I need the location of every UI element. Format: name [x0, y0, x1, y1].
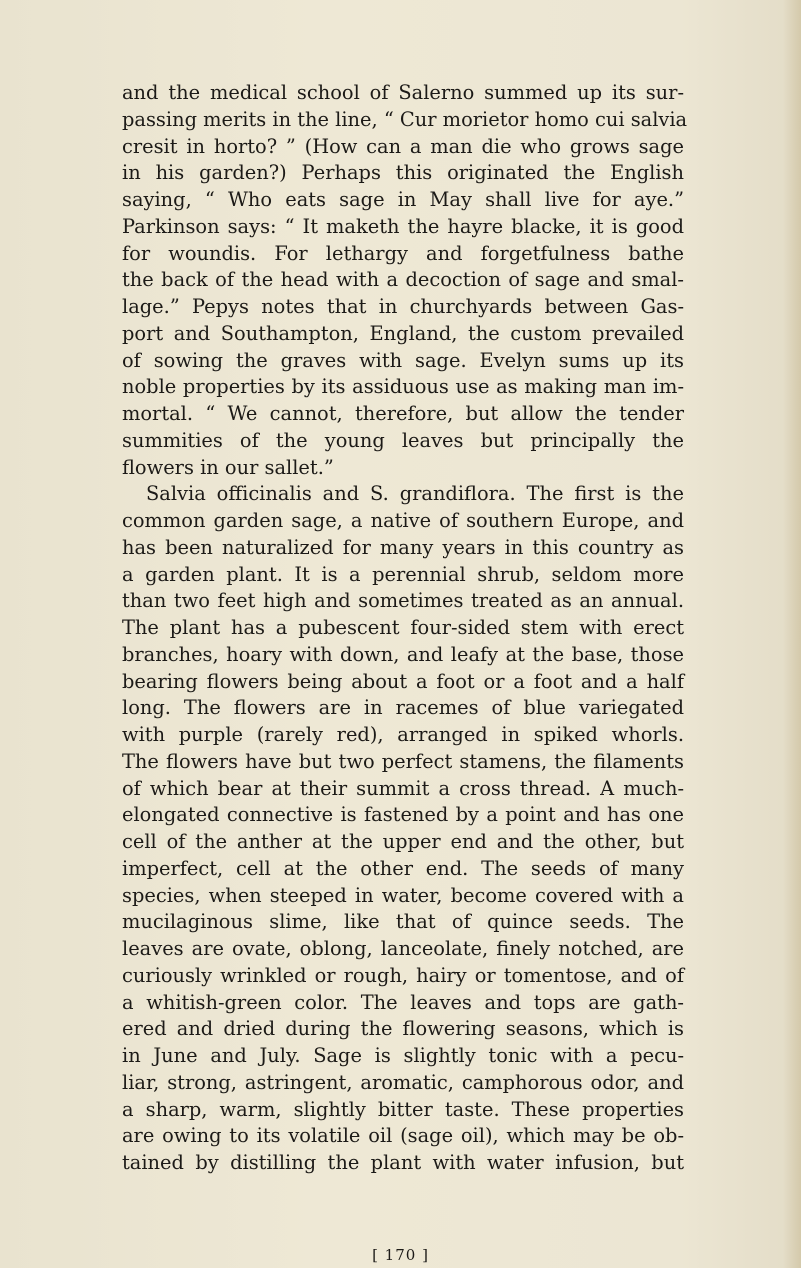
text-line: port and Southampton, England, the custom prevailed [122, 321, 684, 345]
text-line: are owing to its volatile oil (sage oil), which may be ob- [122, 1124, 684, 1148]
text-line: noble properties by its assiduous use as making man im- [122, 375, 684, 399]
text-line: elongated connective is fastened by a point and has one [122, 803, 684, 827]
text-line: with purple (rarely red), arranged in spiked whorls. [122, 723, 684, 746]
text-line: summities of the young leaves but principally the [122, 428, 684, 452]
text-line: in June and July. Sage is slightly tonic with a pecu- [122, 1044, 684, 1067]
text-line: long. The flowers are in racemes of blue variegated [122, 696, 684, 720]
text-line-indented: Salvia officinalis and S. grandiflora. The first is the [146, 482, 684, 506]
page-number: [ 170 ] [372, 1246, 429, 1264]
text-line: of sowing the graves with sage. Evelyn sums up its [122, 348, 684, 372]
text-line: flowers in our sallet.” [122, 455, 334, 479]
text-line: for woundis. For lethargy and forgetfulness bathe [122, 241, 684, 265]
text-line: imperfect, cell at the other end. The seeds of many [122, 856, 684, 880]
text-line: Parkinson says: “ It maketh the hayre blacke, it is good [122, 214, 684, 238]
body-text [122, 80, 688, 1177]
text-line: and the medical school of Salerno summed up its sur- [122, 81, 684, 104]
text-line: than two feet high and sometimes treated as an annual. [122, 589, 684, 613]
text-line: common garden sage, a native of southern Europe, and [122, 509, 684, 532]
text-line: The flowers have but two perfect stamens, the filaments [122, 749, 684, 773]
text-line: passing merits in the line, “ Cur morietor homo cui salvia [122, 107, 688, 131]
text-line: the back of the head with a decoction of sage and smal- [122, 268, 684, 292]
text-line: cresit in horto? ” (How can a man die who grows sage [122, 134, 684, 158]
text-line: species, when steeped in water, become covered with a [122, 883, 684, 907]
text-line: liar, strong, astringent, aromatic, camphorous odor, and [122, 1070, 684, 1094]
text-line: cell of the anther at the upper end and the other, but [122, 830, 684, 853]
text-line: tained by distilling the plant with water infusion, but [122, 1151, 684, 1174]
text-line: a garden plant. It is a perennial shrub, seldom more [122, 562, 684, 586]
text-line: ered and dried during the flowering seasons, which is [122, 1017, 684, 1041]
text-line: lage.” Pepys notes that in churchyards between Gas- [122, 295, 684, 318]
text-line: mucilaginous slime, like that of quince seeds. The [122, 910, 684, 934]
text-line: a sharp, warm, slightly bitter taste. These properties [122, 1097, 684, 1121]
page-edge-shadow [783, 0, 801, 1268]
text-line: leaves are ovate, oblong, lanceolate, finely notched, are [122, 937, 684, 960]
text-line: bearing flowers being about a foot or a foot and a half [122, 669, 684, 693]
text-line: of which bear at their summit a cross thread. A much- [122, 776, 684, 800]
text-line: mortal. “ We cannot, therefore, but allow the tender [122, 402, 684, 425]
text-line: The plant has a pubescent four-sided stem with erect [122, 616, 684, 639]
text-line: saying, “ Who eats sage in May shall live for aye.” [122, 188, 684, 211]
text-line: has been naturalized for many years in this country as [122, 535, 684, 559]
text-line: curiously wrinkled or rough, hairy or tomentose, and of [122, 963, 684, 987]
text-line: a whitish-green color. The leaves and tops are gath- [122, 990, 684, 1014]
text-line: in his garden?) Perhaps this originated the English [122, 161, 684, 185]
text-line: branches, hoary with down, and leafy at the base, those [122, 642, 684, 666]
